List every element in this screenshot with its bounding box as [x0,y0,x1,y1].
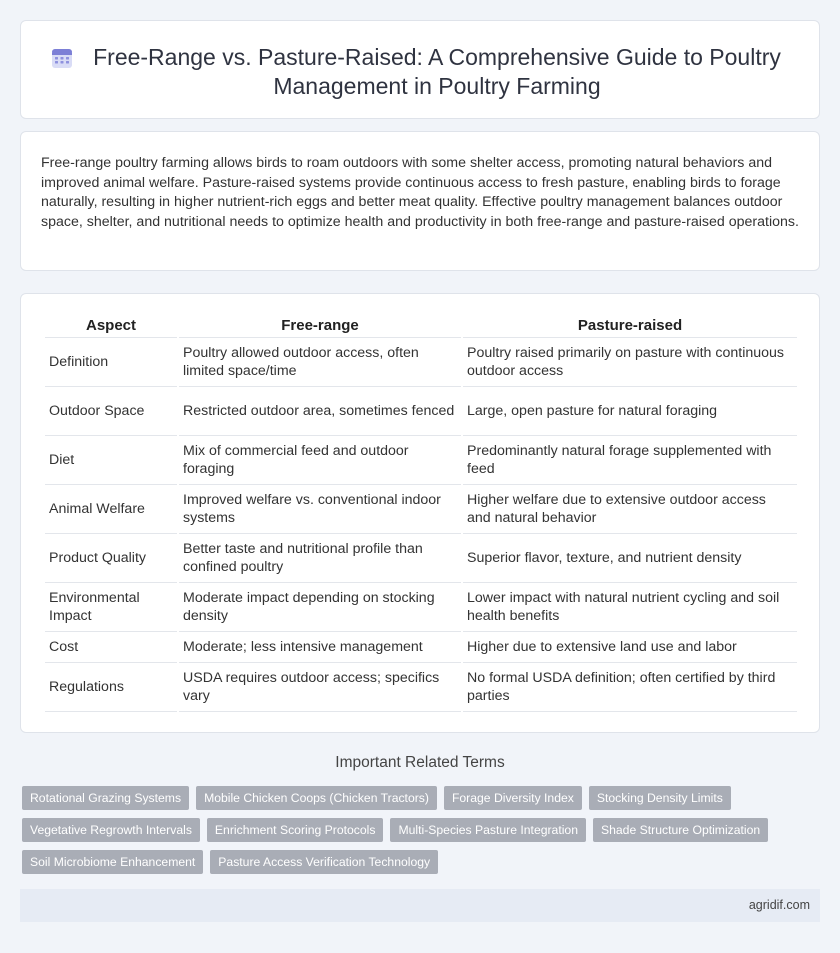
aspect-cell: Diet [45,436,177,485]
related-term-tag[interactable]: Rotational Grazing Systems [22,786,189,810]
header-pasture-raised: Pasture-raised [463,316,797,338]
related-term-tag[interactable]: Soil Microbiome Enhancement [22,850,203,874]
pasture-raised-cell: Predominantly natural forage supplemented with feed [463,436,797,485]
pasture-raised-cell: Higher due to extensive land use and labor [463,632,797,663]
page-title: Free-Range vs. Pasture-Raised: A Comprehensive Guide to Poultry Management in Poultry Farming [93,44,781,99]
related-term-tag[interactable]: Mobile Chicken Coops (Chicken Tractors) [196,786,437,810]
table-row [45,534,797,583]
free-range-cell: Moderate impact depending on stocking density [179,583,461,632]
footer-site-link[interactable]: agridif.com [748,898,810,912]
comparison-table [43,316,799,712]
free-range-cell: Moderate; less intensive management [179,632,461,663]
table-row [45,387,797,436]
table-row [45,436,797,485]
pasture-raised-cell: Higher welfare due to extensive outdoor access and natural behavior [463,485,797,534]
related-term-tag[interactable]: Stocking Density Limits [589,786,731,810]
free-range-cell: Poultry allowed outdoor access, often limited space/time [179,338,461,387]
aspect-cell: Cost [45,632,177,663]
pasture-raised-cell: Superior flavor, texture, and nutrient density [463,534,797,583]
related-term-tag[interactable]: Vegetative Regrowth Intervals [22,818,200,842]
aspect-cell: Definition [45,338,177,387]
table-row [45,632,797,663]
related-term-tag[interactable]: Shade Structure Optimization [593,818,768,842]
table-row [45,583,797,632]
pasture-raised-cell: No formal USDA definition; often certified by third parties [463,663,797,712]
pasture-raised-cell: Lower impact with natural nutrient cycling and soil health benefits [463,583,797,632]
footer [20,889,820,922]
free-range-cell: USDA requires outdoor access; specifics vary [179,663,461,712]
aspect-cell: Environmental Impact [45,583,177,632]
aspect-cell: Outdoor Space [45,387,177,436]
aspect-cell: Regulations [45,663,177,712]
free-range-cell: Better taste and nutritional profile than confined poultry [179,534,461,583]
intro-paragraph: Free-range poultry farming allows birds to roam outdoors with some shelter access, promoting natural behaviors and improved animal welfare. Pasture-raised systems provide continuous access to fresh pasture, enabling birds to forage naturally, resulting in higher nutrient-rich eggs and better meat quality. Effective poultry management balances outdoor space, shelter, and nutritional needs to optimize health and productivity in both free-range and pasture-raised operations. [41,155,799,230]
table-row [45,663,797,712]
related-term-tag[interactable]: Forage Diversity Index [444,786,582,810]
related-terms-heading: Important Related Terms [335,754,505,771]
related-term-tag[interactable]: Multi-Species Pasture Integration [390,818,586,842]
calendar-icon [49,45,75,71]
free-range-cell: Restricted outdoor area, sometimes fenced [179,387,461,436]
pasture-raised-cell: Poultry raised primarily on pasture with continuous outdoor access [463,338,797,387]
intro-card [20,131,820,271]
pasture-raised-cell: Large, open pasture for natural foraging [463,387,797,436]
title-card [20,20,820,119]
table-row [45,485,797,534]
free-range-cell: Mix of commercial feed and outdoor foraging [179,436,461,485]
aspect-cell: Product Quality [45,534,177,583]
header-aspect: Aspect [45,316,177,338]
related-term-tag[interactable]: Pasture Access Verification Technology [210,850,438,874]
table-row [45,338,797,387]
related-terms-list [22,786,802,874]
comparison-card [20,293,820,733]
table-header-row [45,316,797,338]
header-free-range: Free-range [179,316,461,338]
free-range-cell: Improved welfare vs. conventional indoor systems [179,485,461,534]
related-term-tag[interactable]: Enrichment Scoring Protocols [207,818,384,842]
aspect-cell: Animal Welfare [45,485,177,534]
